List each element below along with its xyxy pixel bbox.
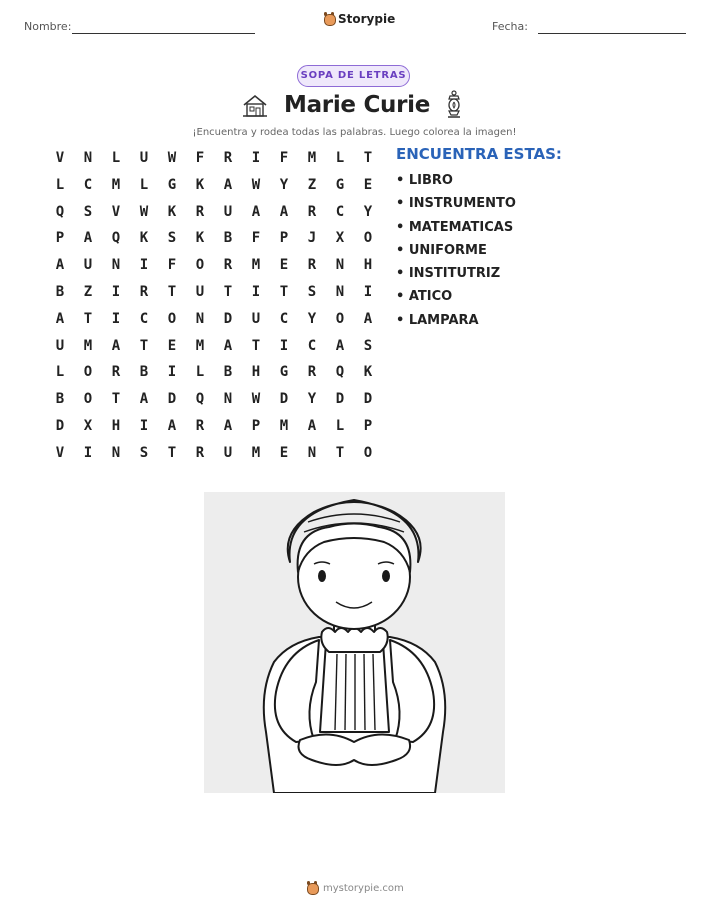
grid-cell[interactable]: F	[251, 230, 261, 247]
grid-cell[interactable]: R	[307, 203, 317, 220]
grid-cell[interactable]: U	[223, 203, 233, 220]
grid-cell[interactable]: E	[167, 337, 177, 354]
grid-cell[interactable]: A	[363, 310, 373, 327]
list-item: • LIBRO	[396, 173, 453, 188]
grid-cell[interactable]: D	[363, 391, 373, 408]
grid-cell[interactable]: O	[335, 310, 345, 327]
grid-cell[interactable]: Q	[55, 203, 65, 220]
grid-cell[interactable]: L	[55, 176, 65, 193]
instructions: ¡Encuentra y rodea todas las palabras. Luego colorea la imagen!	[192, 127, 517, 138]
grid-cell[interactable]: S	[363, 337, 373, 354]
grid-cell[interactable]: N	[223, 391, 233, 408]
grid-cell[interactable]: K	[139, 230, 149, 247]
grid-cell[interactable]: Q	[335, 364, 345, 381]
list-item: • INSTRUMENTO	[396, 196, 516, 212]
brand-logo	[323, 12, 395, 26]
grid-cell[interactable]: Y	[279, 176, 289, 193]
grid-cell[interactable]: P	[251, 418, 261, 434]
grid-cell[interactable]: I	[139, 418, 149, 434]
grid-cell[interactable]: E	[363, 176, 373, 193]
list-item: • INSTITUTRIZ	[396, 266, 501, 282]
grid-cell[interactable]: R	[139, 284, 149, 300]
grid-cell[interactable]: L	[335, 150, 345, 166]
list-item: • LAMPARA	[396, 312, 479, 328]
grid-cell[interactable]: U	[195, 284, 205, 300]
grid-cell[interactable]: I	[363, 284, 373, 300]
grid-cell[interactable]: U	[223, 444, 233, 461]
grid-cell[interactable]: R	[195, 203, 205, 220]
name-line	[72, 33, 255, 34]
footer-site: mystorypie.com	[323, 882, 404, 894]
grid-cell[interactable]: N	[111, 257, 121, 274]
grid-cell[interactable]: I	[139, 257, 149, 274]
grid-cell[interactable]: G	[279, 364, 289, 381]
grid-cell[interactable]: D	[55, 418, 65, 434]
grid-cell[interactable]: N	[111, 444, 121, 461]
grid-cell[interactable]: I	[111, 310, 121, 327]
grid-cell[interactable]: C	[279, 310, 289, 327]
grid-cell[interactable]: W	[251, 391, 261, 408]
list-item: • UNIFORME	[396, 242, 487, 258]
grid-cell[interactable]: C	[83, 176, 93, 193]
grid-cell[interactable]: Y	[363, 203, 373, 220]
grid-cell[interactable]: R	[223, 257, 233, 274]
grid-cell[interactable]: A	[167, 418, 177, 434]
page-title: Marie Curie	[284, 92, 431, 118]
grid-cell[interactable]: N	[83, 150, 93, 166]
grid-cell[interactable]: D	[167, 391, 177, 408]
grid-cell[interactable]: L	[111, 150, 121, 166]
grid-cell[interactable]: A	[223, 176, 233, 193]
grid-cell[interactable]: C	[139, 310, 149, 327]
grid-cell[interactable]: O	[195, 257, 205, 274]
grid-cell[interactable]: M	[251, 444, 261, 461]
grid-cell[interactable]: V	[111, 203, 121, 220]
grid-cell[interactable]: G	[335, 176, 345, 193]
grid-cell[interactable]: E	[279, 444, 289, 461]
word-list-heading: ENCUENTRA ESTAS:	[396, 145, 562, 163]
grid-cell[interactable]: R	[307, 364, 317, 381]
date-line	[538, 33, 686, 34]
marie-curie-drawing	[204, 492, 505, 793]
grid-cell[interactable]: P	[363, 418, 373, 434]
grid-cell[interactable]: D	[335, 391, 345, 408]
grid-cell[interactable]: H	[111, 418, 121, 434]
grid-cell[interactable]: U	[251, 310, 261, 327]
grid-cell[interactable]: F	[195, 150, 205, 166]
grid-cell[interactable]: N	[335, 257, 345, 274]
grid-cell[interactable]: A	[251, 203, 261, 220]
grid-cell[interactable]: K	[167, 203, 177, 220]
grid-cell[interactable]: M	[251, 257, 261, 274]
name-label: Nombre:	[24, 20, 72, 33]
grid-cell[interactable]: B	[55, 391, 65, 408]
word-list	[396, 171, 516, 334]
grid-cell[interactable]: F	[279, 150, 289, 166]
grid-cell[interactable]: A	[279, 203, 289, 220]
grid-cell[interactable]: I	[167, 364, 177, 381]
grid-cell[interactable]: H	[251, 364, 261, 381]
list-item: • ATICO	[396, 289, 453, 305]
grid-cell[interactable]: I	[83, 444, 93, 461]
grid-cell[interactable]: U	[83, 257, 93, 274]
date-label: Fecha:	[492, 20, 528, 33]
grid-cell[interactable]: A	[139, 391, 149, 408]
grid-cell[interactable]: A	[307, 418, 317, 434]
grid-cell[interactable]: P	[279, 230, 289, 247]
grid-cell[interactable]: B	[223, 230, 233, 247]
grid-cell[interactable]: D	[223, 310, 233, 327]
grid-cell[interactable]: N	[307, 444, 317, 461]
grid-cell[interactable]: M	[111, 176, 121, 193]
grid-cell[interactable]: M	[83, 337, 93, 354]
grid-cell[interactable]: C	[307, 337, 317, 354]
grid-cell[interactable]: K	[195, 230, 205, 247]
grid-cell[interactable]: L	[195, 364, 205, 381]
grid-cell[interactable]: A	[55, 257, 65, 274]
grid-cell[interactable]: R	[195, 444, 205, 461]
grid-cell[interactable]: T	[167, 284, 177, 300]
grid-cell[interactable]: Q	[111, 230, 121, 247]
storypie-mascot-icon	[306, 881, 318, 895]
grid-cell[interactable]: T	[223, 284, 233, 300]
grid-cell[interactable]: S	[139, 444, 149, 461]
grid-cell[interactable]: I	[251, 150, 261, 166]
grid-cell[interactable]: N	[335, 284, 345, 300]
grid-cell[interactable]: T	[335, 444, 345, 461]
storypie-mascot-icon	[323, 12, 335, 26]
grid-cell[interactable]: W	[139, 203, 149, 220]
footer	[306, 881, 404, 895]
grid-cell[interactable]: T	[167, 444, 177, 461]
grid-cell[interactable]: R	[111, 364, 121, 381]
grid-cell[interactable]: D	[279, 391, 289, 408]
grid-cell[interactable]: O	[363, 230, 373, 247]
grid-cell[interactable]: R	[307, 257, 317, 274]
grid-cell[interactable]: T	[363, 150, 373, 166]
grid-cell[interactable]: F	[167, 257, 177, 274]
grid-cell[interactable]: J	[307, 230, 317, 247]
grid-cell[interactable]: B	[139, 364, 149, 381]
grid-cell[interactable]: A	[223, 418, 233, 434]
brand-name: Storypie	[338, 12, 396, 26]
activity-badge: SOPA DE LETRAS	[297, 65, 410, 87]
grid-cell[interactable]: V	[55, 150, 65, 166]
grid-cell[interactable]: B	[55, 284, 65, 300]
house-icon	[241, 93, 269, 119]
oil-lamp-icon	[444, 90, 464, 120]
grid-cell[interactable]: T	[139, 337, 149, 354]
grid-cell[interactable]: U	[139, 150, 149, 166]
grid-cell[interactable]: A	[111, 337, 121, 354]
grid-cell[interactable]: L	[139, 176, 149, 193]
grid-cell[interactable]: O	[83, 364, 93, 381]
grid-cell[interactable]: T	[251, 337, 261, 354]
grid-cell[interactable]: V	[55, 444, 65, 461]
grid-cell[interactable]: P	[55, 230, 65, 247]
grid-cell[interactable]: H	[363, 257, 373, 274]
grid-cell[interactable]: X	[83, 418, 93, 434]
grid-cell[interactable]: I	[251, 284, 261, 300]
grid-cell[interactable]: E	[279, 257, 289, 274]
grid-cell[interactable]: Y	[307, 391, 317, 408]
grid-cell[interactable]: C	[335, 203, 345, 220]
grid-cell[interactable]: T	[279, 284, 289, 300]
grid-cell[interactable]: L	[55, 364, 65, 381]
grid-cell[interactable]: T	[111, 391, 121, 408]
grid-cell[interactable]: K	[195, 176, 205, 193]
grid-cell[interactable]: I	[111, 284, 121, 300]
grid-cell[interactable]: N	[195, 310, 205, 327]
grid-cell[interactable]: A	[83, 230, 93, 247]
grid-cell[interactable]: B	[223, 364, 233, 381]
grid-cell[interactable]: W	[167, 150, 177, 166]
grid-cell[interactable]: A	[335, 337, 345, 354]
grid-cell[interactable]: O	[363, 444, 373, 461]
grid-cell[interactable]: S	[167, 230, 177, 247]
grid-cell[interactable]: M	[307, 150, 317, 166]
grid-cell[interactable]: S	[83, 203, 93, 220]
grid-cell[interactable]: T	[83, 310, 93, 327]
grid-cell[interactable]: G	[167, 176, 177, 193]
grid-cell[interactable]: U	[55, 337, 65, 354]
grid-cell[interactable]: Q	[195, 391, 205, 408]
grid-cell[interactable]: I	[279, 337, 289, 354]
grid-cell[interactable]: W	[251, 176, 261, 193]
grid-cell[interactable]: O	[167, 310, 177, 327]
grid-cell[interactable]: K	[363, 364, 373, 381]
grid-cell[interactable]: Y	[307, 310, 317, 327]
grid-cell[interactable]: Z	[307, 176, 317, 193]
grid-cell[interactable]: O	[83, 391, 93, 408]
grid-cell[interactable]: A	[55, 310, 65, 327]
grid-cell[interactable]: L	[335, 418, 345, 434]
grid-cell[interactable]: R	[223, 150, 233, 166]
grid-cell[interactable]: M	[279, 418, 289, 434]
grid-cell[interactable]: M	[195, 337, 205, 354]
grid-cell[interactable]: R	[195, 418, 205, 434]
grid-cell[interactable]: A	[223, 337, 233, 354]
list-item: • MATEMATICAS	[396, 219, 514, 235]
grid-cell[interactable]: X	[335, 230, 345, 247]
coloring-illustration	[204, 492, 505, 793]
grid-cell[interactable]: S	[307, 284, 317, 300]
grid-cell[interactable]: Z	[83, 284, 93, 300]
